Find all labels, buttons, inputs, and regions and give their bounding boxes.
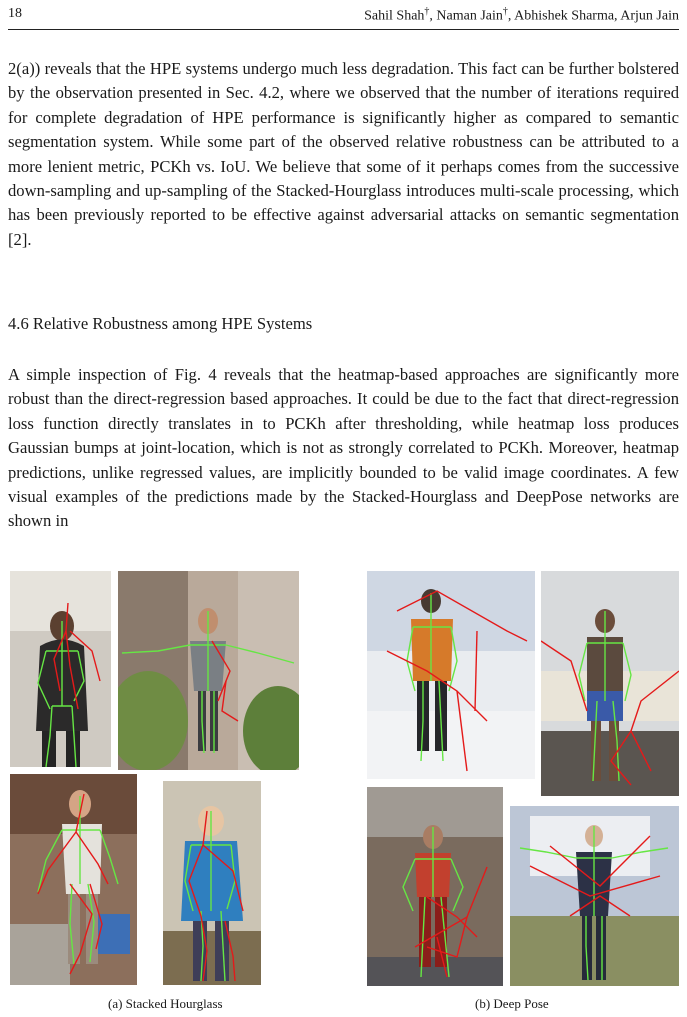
paragraph-robustness: 2(a)) reveals that the HPE systems undergo much less degradation. This fact can be further bolstered by the observation presented in Sec. 4.2, where we observed that the number of iterations required for complete degradation of HPE performance is significantly higher as compared to semantic segmentation system. While some part of the observed relative robustness can be attributed to a more lenient metric, PCKh vs. IoU. We believe that some of it perhaps comes from the successive down-sampling and up-sampling of the Stacked-Hourglass introduces multi-scale processing, which has been previously reported to be effective against adversarial attacks on semantic segmentation [2]. (8, 59, 679, 249)
figure-a-image-3 (10, 774, 137, 985)
figure-b-image-4 (510, 806, 679, 986)
figure-b-image-2 (541, 571, 679, 796)
figure-a-image-1 (10, 571, 111, 767)
figure-b-image-1 (367, 571, 535, 779)
page-header (8, 6, 679, 26)
section-heading: 4.6 Relative Robustness among HPE Systems (8, 314, 313, 333)
running-authors: Sahil Shah†, Naman Jain†, Abhishek Sharma, Arjun Jain (364, 6, 679, 24)
caption-a: (a) Stacked Hourglass (108, 996, 223, 1011)
header-rule (8, 29, 679, 30)
figure-a-image-4 (163, 781, 261, 985)
page-number: 18 (8, 6, 22, 21)
figure-a-image-2 (118, 571, 299, 770)
paragraph-hpe-comparison: A simple inspection of Fig. 4 reveals that the heatmap-based approaches are significantly more robust than the direct-regression based approaches. It could be due to the fact that direct-regression loss function directly translates in to PCKh after thresholding, while heatmap loss produces Gaussian bumps at joint-location, which is not as strongly correlated to PCKh. Moreover, heatmap predictions, unlike regressed values, are implicitly bounded to be valid image coordinates. A few visual examples of the predictions made by the Stacked-Hourglass and DeepPose networks are shown in (8, 365, 679, 531)
figure-b-image-3 (367, 787, 503, 986)
caption-b: (b) Deep Pose (475, 996, 549, 1011)
